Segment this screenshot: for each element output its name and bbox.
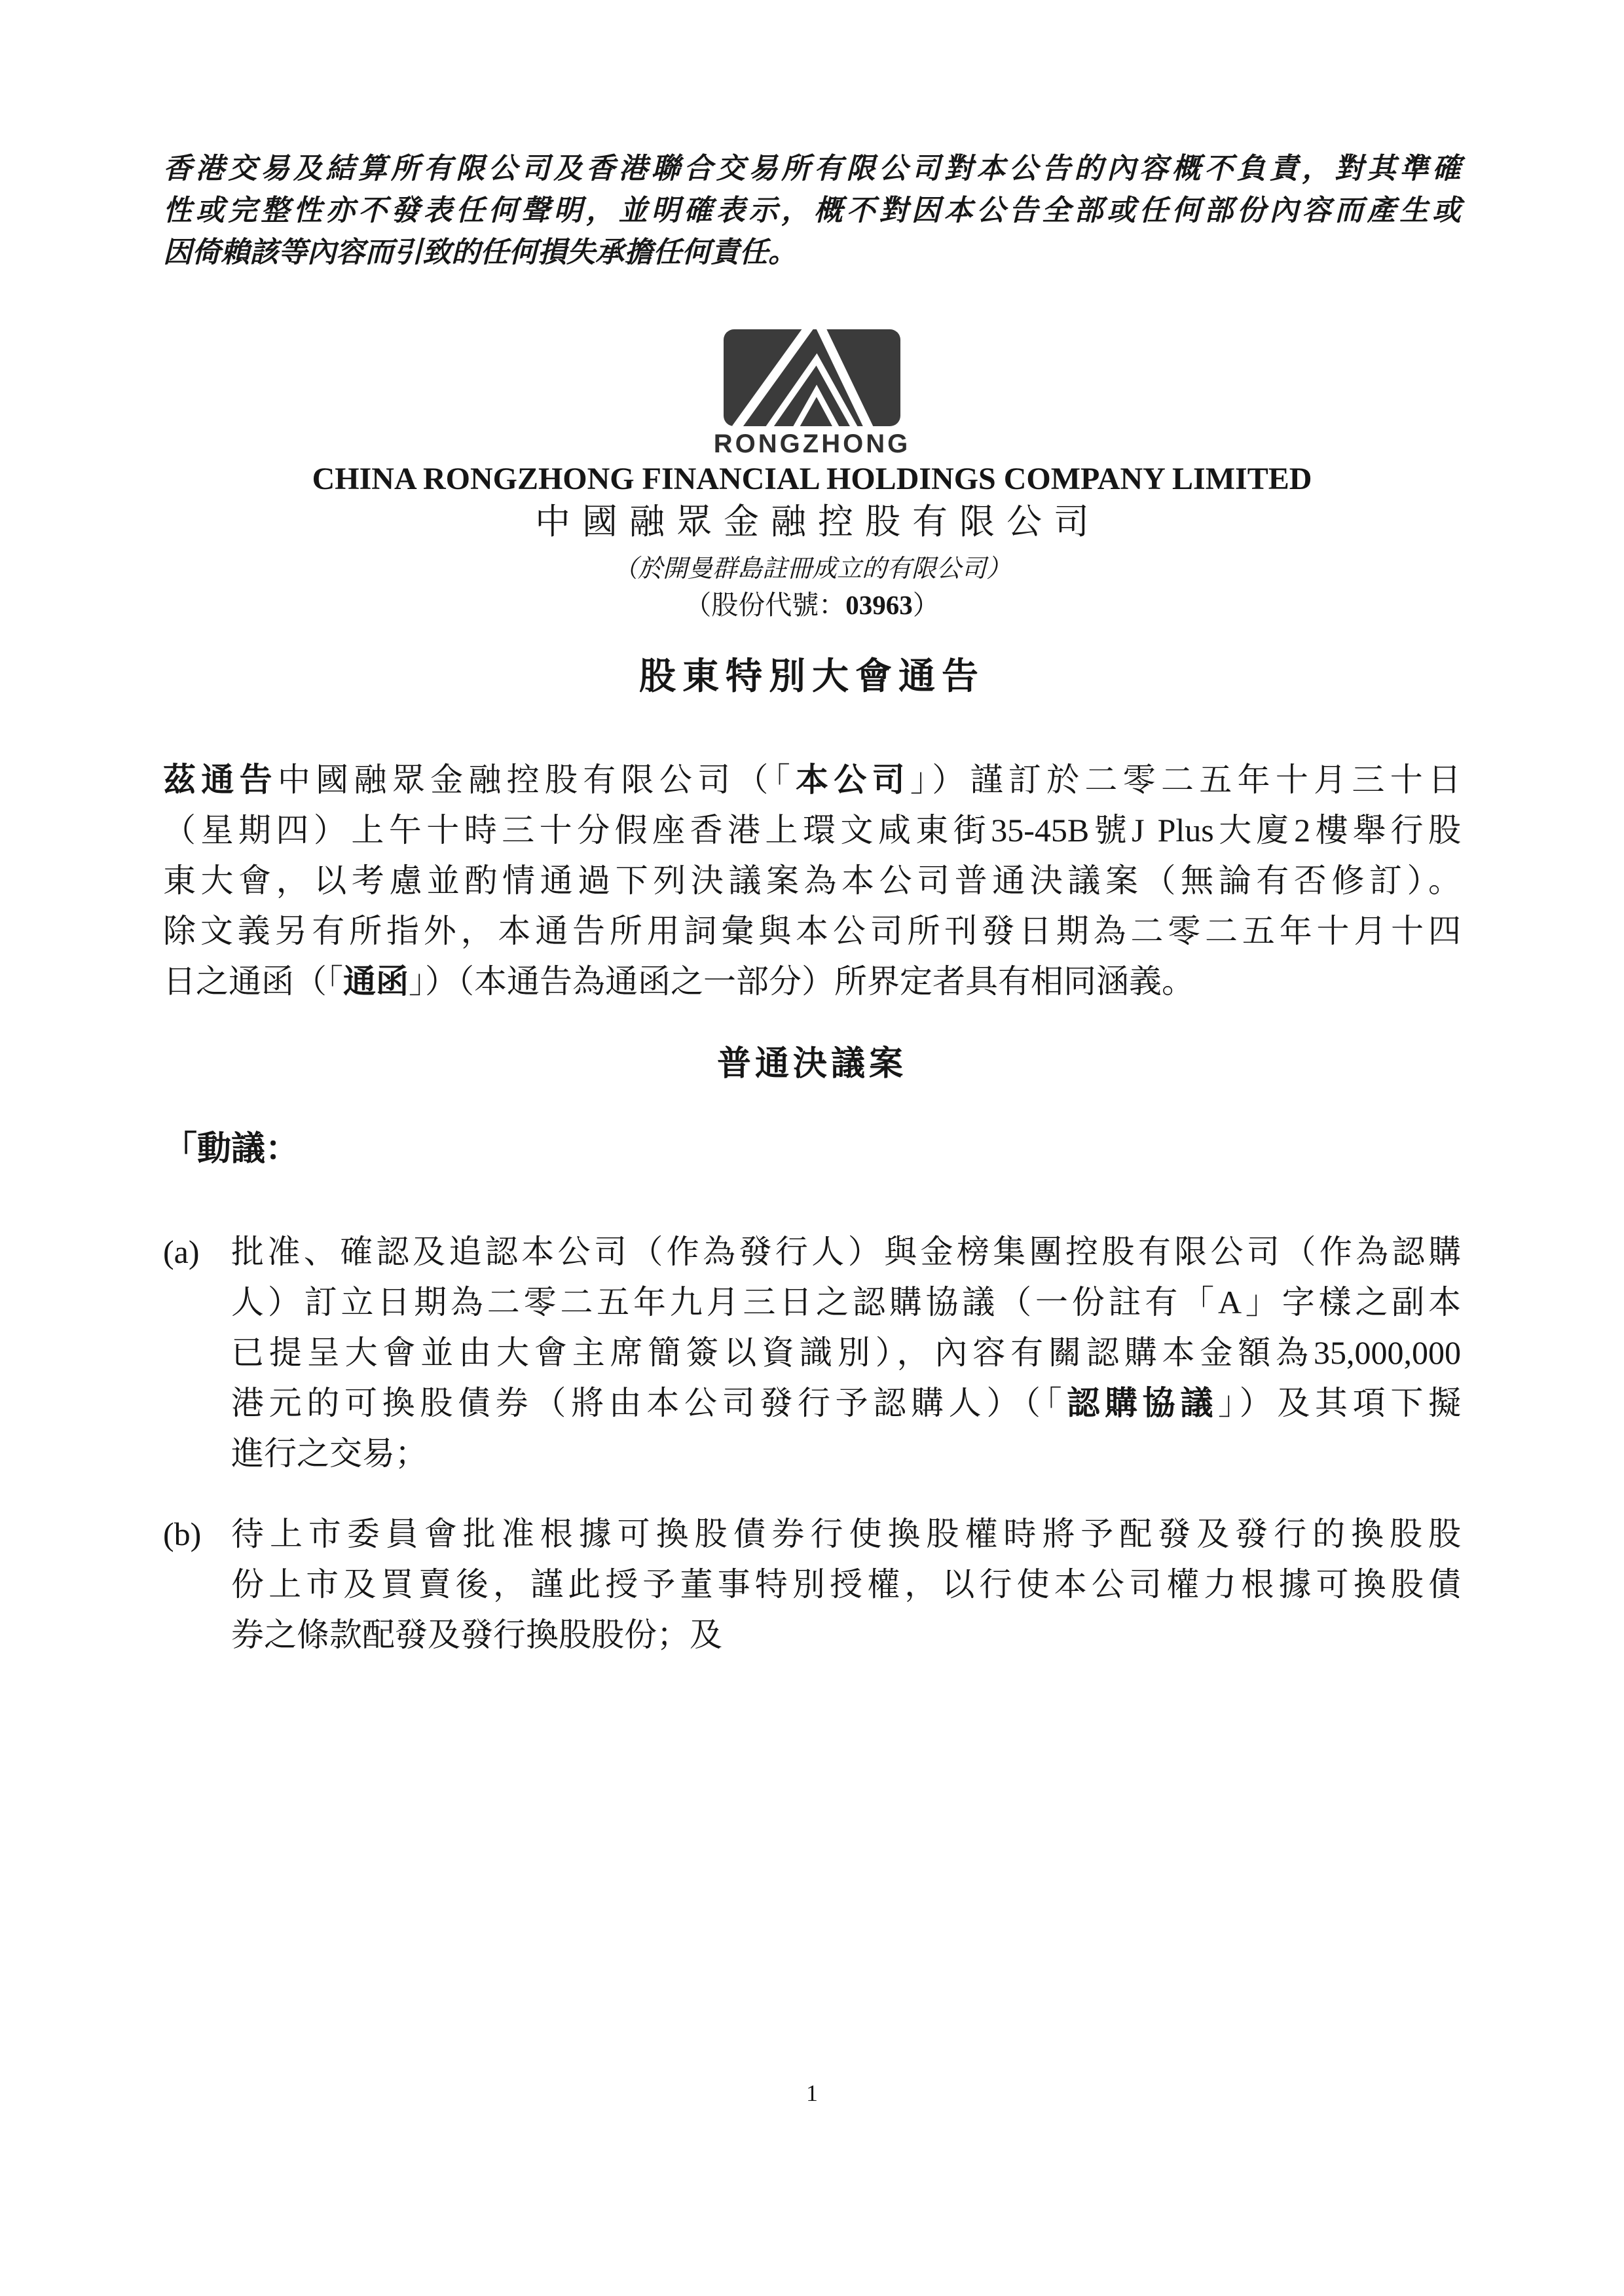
stock-code-value: 03963	[845, 590, 913, 620]
text-line	[163, 805, 1461, 856]
text-line	[163, 148, 1461, 190]
incorporation-note: （於開曼群島註冊成立的有限公司）	[612, 555, 1011, 583]
text-segment: 份上市及買賣後，謹此授予董事特別授權，以行使本公司權力根據可換股債	[231, 1566, 1461, 1603]
text-segment: 日之通函（「	[163, 963, 343, 1000]
text-segment: 東大會，以考慮並酌情通過下列決議案為本公司普通決議案（無論有否修訂）。	[163, 862, 1461, 899]
page-number: 1	[806, 2080, 818, 2106]
resolution-item	[163, 1227, 1461, 1479]
text-segment: 香港交易及結算所有限公司及香港聯合交易所有限公司對本公告的內容概不負責，對其準確	[163, 153, 1461, 185]
text-segment: 因倚賴該等內容而引致的任何損失承擔任何責任。	[163, 236, 797, 268]
logo-brand-text: RONGZHONG	[713, 429, 911, 458]
text-segment: 進行之交易；	[231, 1435, 428, 1472]
text-segment: 港元的可換股債券（將由本公司發行予認購人）（「	[231, 1385, 1067, 1421]
text-line	[163, 190, 1461, 232]
text-segment: 券之條款配發及發行換股股份；及	[231, 1616, 722, 1653]
text-line	[231, 1277, 1461, 1328]
company-name-chinese: 中國融眾金融控股有限公司	[535, 502, 1101, 541]
text-line	[231, 1429, 1461, 1479]
text-line	[163, 856, 1461, 906]
resolution-label: (b)	[163, 1516, 202, 1552]
text-segment: 」）及其項下擬	[1218, 1385, 1462, 1421]
resolution-text	[231, 1227, 1461, 1479]
defined-term: 通函	[343, 963, 409, 1000]
text-line	[163, 957, 1461, 1007]
resolution-item	[163, 1509, 1461, 1660]
text-line	[231, 1610, 1461, 1660]
company-name-english: CHINA RONGZHONG FINANCIAL HOLDINGS COMPANY LIMITED	[312, 462, 1312, 496]
motion-lead: 「動議：	[163, 1130, 300, 1168]
text-segment: 」）（本通告為通函之一部分）所界定者具有相同涵義。	[409, 963, 1194, 1000]
stock-code-prefix: （股份代號：	[684, 590, 846, 620]
defined-term: 茲通告	[163, 761, 278, 798]
text-line	[231, 1509, 1461, 1559]
stock-code-suffix: ）	[912, 590, 940, 620]
text-line	[231, 1227, 1461, 1277]
exchange-disclaimer	[163, 0, 1461, 274]
text-line	[163, 755, 1461, 805]
stock-code-line	[163, 587, 1461, 623]
text-segment: （星期四）上午十時三十分假座香港上環文咸東街35-45B號J Plus大廈2樓舉行股	[163, 812, 1461, 848]
page-content	[163, 0, 1461, 1660]
text-segment: 待上市委員會批准根據可換股債券行使換股權時將予配發及發行的換股股	[231, 1516, 1461, 1552]
company-logo-block	[163, 329, 1461, 459]
defined-term: 本公司	[796, 761, 910, 798]
ordinary-resolution-heading: 普通決議案	[716, 1045, 907, 1083]
text-line	[231, 1559, 1461, 1610]
notice-intro-paragraph	[163, 755, 1461, 1007]
resolution-label: (a)	[163, 1233, 200, 1270]
text-segment: 批准、確認及追認本公司（作為發行人）與金榜集團控股有限公司（作為認購	[231, 1233, 1461, 1270]
text-line	[231, 1328, 1461, 1378]
defined-term: 認購協議	[1067, 1385, 1219, 1421]
text-segment: 已提呈大會並由大會主席簡簽以資識別），內容有關認購本金額為35,000,000	[231, 1334, 1461, 1371]
text-line	[163, 906, 1461, 957]
text-line	[163, 232, 1461, 274]
notice-title: 股東特別大會通告	[639, 655, 985, 697]
resolution-text	[231, 1509, 1461, 1660]
text-segment: 除文義另有所指外，本通告所用詞彙與本公司所刊發日期為二零二五年十月十四	[163, 913, 1461, 949]
text-segment: 性或完整性亦不發表任何聲明，並明確表示，概不對因本公告全部或任何部份內容而產生或	[163, 194, 1461, 227]
text-line	[231, 1378, 1461, 1429]
resolution-list	[163, 1227, 1461, 1660]
text-segment: 」）謹訂於二零二五年十月三十日	[910, 761, 1462, 798]
text-segment: 人）訂立日期為二零二五年九月三日之認購協議（一份註有「A」字樣之副本	[231, 1284, 1461, 1321]
text-segment: 中國融眾金融控股有限公司（「	[277, 761, 796, 798]
rongzhong-mountain-logo-icon	[724, 329, 900, 426]
